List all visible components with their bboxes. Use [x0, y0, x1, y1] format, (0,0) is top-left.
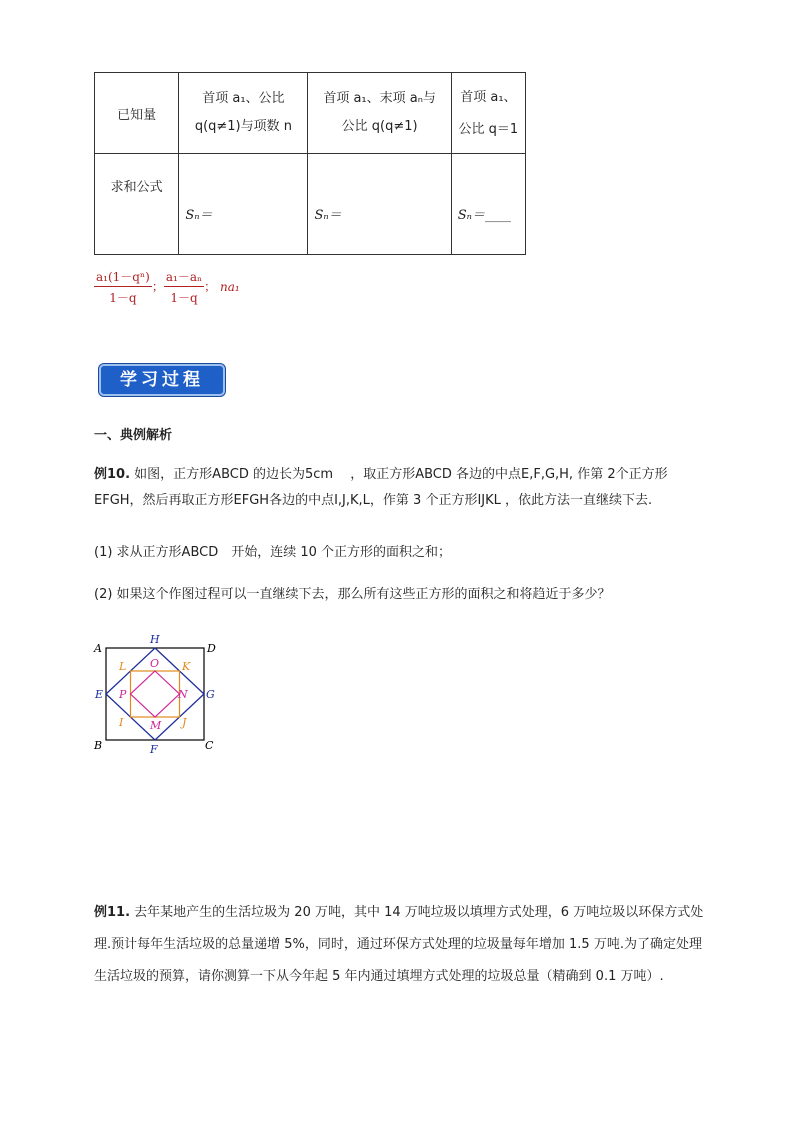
row-header-sum: 求和公式	[110, 180, 163, 195]
label-l: L	[119, 660, 127, 673]
label-a: A	[94, 642, 102, 655]
table-cell-header-sum	[95, 154, 179, 255]
answer-formulas	[94, 268, 240, 306]
sum-formula-1: Sₙ＝	[185, 207, 213, 223]
table-cell-sum3	[451, 154, 525, 255]
label-j: J	[182, 716, 187, 729]
row-header-known: 已知量	[117, 107, 157, 123]
answer-separator-2: ；	[204, 279, 217, 294]
example-10-label: 例10.	[94, 467, 131, 482]
square-ijkl	[131, 671, 180, 717]
example-11-text: 去年某地产生的生活垃圾为 20 万吨，其中 14 万吨垃圾以填埋方式处理，6 万吨垃圾以环保方式处理.预计每年生活垃圾的总量递增 5%，同时，通过环保方式处理的垃圾量每年增加 1.5 万吨.为了确定处理生活垃圾的预算，请你测算一下从今年起 5 年内通过填埋方式处理的垃圾总量（精确到 0.1 万吨）.	[94, 905, 704, 984]
table-cell-case2	[308, 73, 451, 154]
label-m: M	[150, 719, 162, 732]
table-cell-case3	[451, 73, 525, 154]
nested-squares-figure	[90, 628, 220, 758]
case2-line2: 公比 q(q≠1)	[341, 119, 418, 134]
fraction-1-numerator: a₁(1－qⁿ)	[94, 268, 152, 287]
example-10-text: 如图，正方形ABCD 的边长为5cm ，取正方形ABCD 各边的中点E,F,G,H, 作第 2个正方形EFGH，然后再取正方形EFGH各边的中点I,J,K,L，作第 3 个正方形IJKL ，依此方法一直继续下去.	[94, 467, 668, 508]
section-heading: 一、典例解析	[94, 428, 173, 443]
formula-table	[94, 72, 526, 255]
label-d: D	[207, 642, 216, 655]
question-2: (2) 如果这个作图过程可以一直继续下去，那么所有这些正方形的面积之和将趋近于多少？	[94, 587, 611, 602]
answer-fraction-1	[94, 268, 152, 306]
case3-line1: 首项 a₁、	[460, 90, 517, 105]
table-row	[95, 73, 526, 154]
square-mnop	[131, 671, 180, 717]
example-10	[94, 462, 706, 514]
table-row	[95, 154, 526, 255]
label-k: K	[182, 660, 191, 673]
answer-third: na₁	[220, 280, 240, 294]
label-p: P	[119, 688, 127, 701]
sum-formula-2: Sₙ＝	[314, 207, 342, 223]
section-badge: 学习过程	[99, 364, 225, 396]
label-n: N	[178, 688, 188, 701]
table-cell-sum1	[179, 154, 308, 255]
label-c: C	[205, 739, 214, 752]
example-11	[94, 897, 706, 993]
case3-line2: 公比 q＝1	[458, 122, 519, 137]
fraction-1-denominator: 1－q	[109, 291, 137, 305]
label-h: H	[150, 633, 160, 646]
label-e: E	[95, 688, 104, 701]
sum-formula-3: Sₙ＝____	[457, 207, 511, 223]
fraction-2-denominator: 1－q	[170, 291, 198, 305]
label-f: F	[150, 743, 158, 756]
table-cell-header-known	[95, 73, 179, 154]
case1-line1: 首项 a₁、公比	[202, 91, 285, 106]
case1-line2: q(q≠1)与项数 n	[194, 119, 292, 134]
example-11-label: 例11.	[94, 905, 131, 920]
fraction-2-numerator: a₁－aₙ	[164, 268, 204, 287]
label-b: B	[94, 739, 103, 752]
table-cell-case1	[179, 73, 308, 154]
answer-fraction-2	[164, 268, 204, 306]
answer-separator-1: ；	[151, 279, 164, 294]
label-g: G	[206, 688, 215, 701]
question-1: (1) 求从正方形ABCD 开始，连续 10 个正方形的面积之和；	[94, 545, 452, 560]
case2-line1: 首项 a₁、末项 aₙ与	[323, 91, 436, 106]
table-cell-sum2	[308, 154, 451, 255]
label-o: O	[150, 657, 160, 670]
label-i: I	[119, 716, 124, 729]
